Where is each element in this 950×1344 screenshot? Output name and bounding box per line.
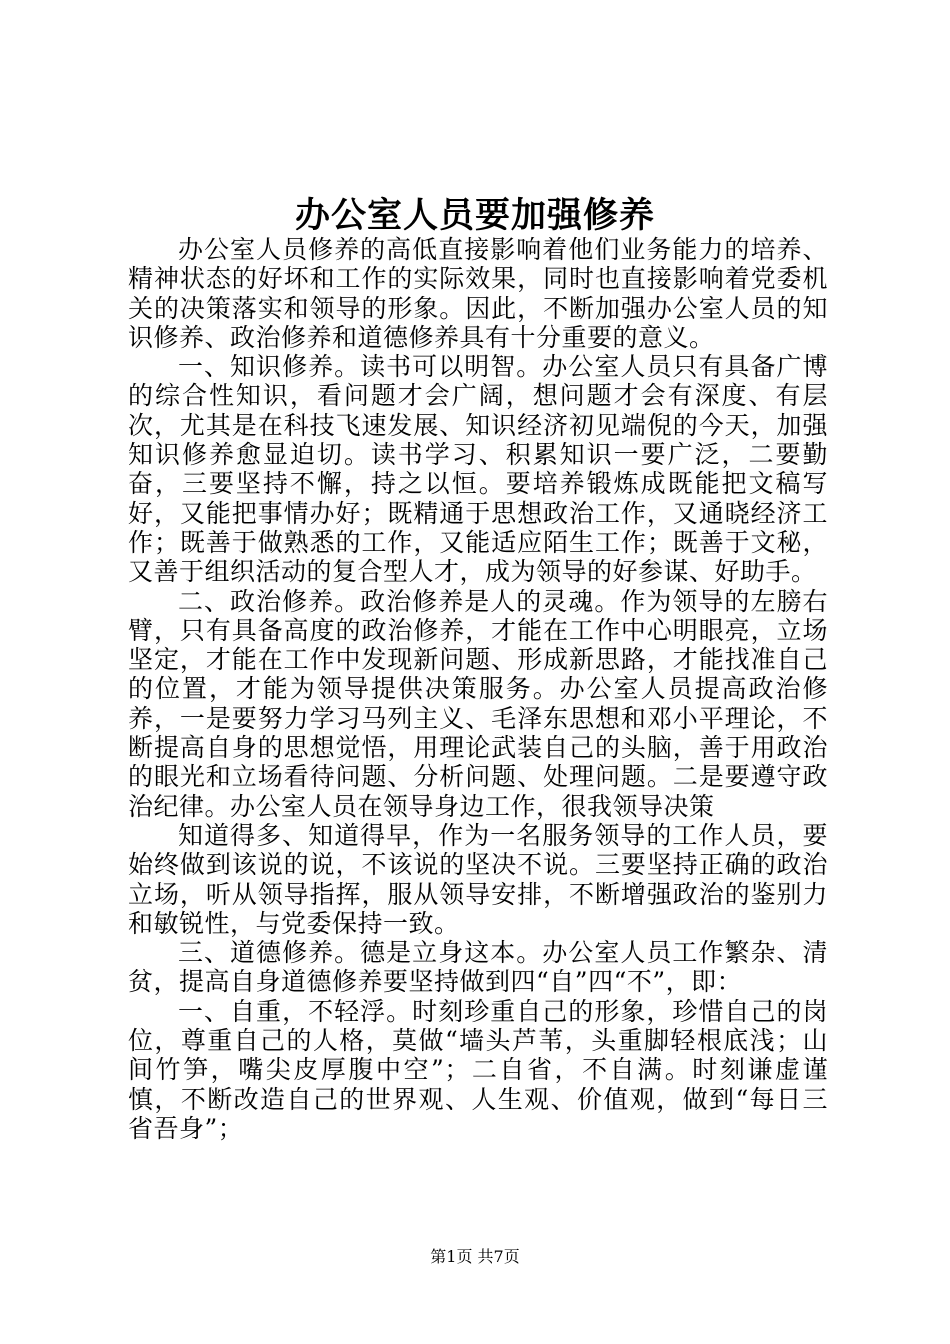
paragraph-intro: 办公室人员修养的高低直接影响着他们业务能力的培养、精神状态的好坏和工作的实际效果，同时也直接影响着党委机关的决策落实和领导的形象。因此，不断加强办公室人员的知识修养、政治修养和道德修养具有十分重要的意义。 xyxy=(128,235,828,352)
paragraph-knowledge: 一、知识修养。读书可以明智。办公室人员只有具备广博的综合性知识，看问题才会广阔，想问题才会有深度、有层次，尤其是在科技飞速发展、知识经济初见端倪的今天，加强知识修养愈显迫切。读书学习、积累知识一要广泛，二要勤奋，三要坚持不懈，持之以恒。要培养锻炼成既能把文稿写好，又能把事情办好；既精通于思想政治工作，又通晓经济工作；既善于做熟悉的工作，又能适应陌生工作；既善于文秘，又善于组织活动的复合型人才，成为领导的好参谋、好助手。 xyxy=(128,352,828,587)
paragraph-moral: 三、道德修养。德是立身这本。办公室人员工作繁杂、清贫，提高自身道德修养要坚持做到四“自”四“不”，即： xyxy=(128,938,828,997)
page-title: 办公室人员要加强修养 xyxy=(294,195,655,236)
document-body xyxy=(128,235,828,1143)
page-footer: 第1页 共7页 xyxy=(430,1247,520,1266)
paragraph-political-continued: 知道得多、知道得早，作为一名服务领导的工作人员，要始终做到该说的说，不该说的坚决不说。三要坚持正确的政治立场，听从领导指挥，服从领导安排，不断增强政治的鉴别力和敏锐性，与党委保持一致。 xyxy=(128,820,828,938)
paragraph-political: 二、政治修养。政治修养是人的灵魂。作为领导的左膀右臂，只有具备高度的政治修养，才能在工作中心明眼亮，立场坚定，才能在工作中发现新问题、形成新思路，才能找准自己的位置，才能为领导提供决策服务。办公室人员提高政治修养，一是要努力学习马列主义、毛泽东思想和邓小平理论，不断提高自身的思想觉悟，用理论武装自己的头脑，善于用政治的眼光和立场看待问题、分析问题、处理问题。二是要遵守政治纪律。办公室人员在领导身边工作，很我领导决策 xyxy=(128,586,828,821)
paragraph-self-respect: 一、自重，不轻浮。时刻珍重自己的形象，珍惜自己的岗位，尊重自己的人格，莫做“墙头芦苇，头重脚轻根底浅；山间竹笋，嘴尖皮厚腹中空”；二自省，不自满。时刻谦虚谨慎，不断改造自己的世界观、人生观、价值观，做到“每日三省吾身”； xyxy=(128,996,828,1143)
